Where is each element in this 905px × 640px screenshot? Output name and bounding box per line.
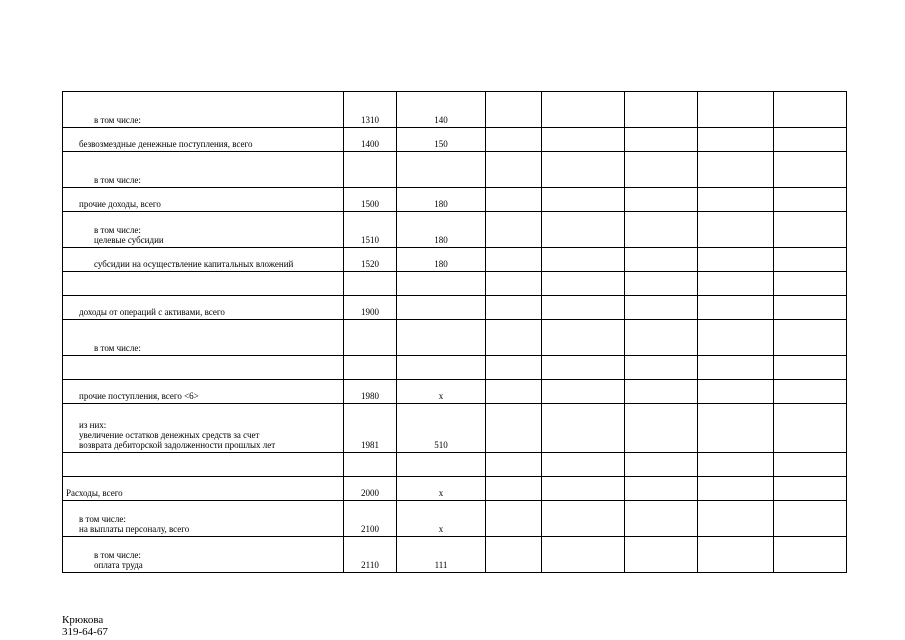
row-value-cell [698, 152, 774, 188]
row-name-line: в том числе: [94, 175, 141, 185]
row-name-line: субсидии на осуществление капитальных вложений [94, 259, 294, 269]
row-value-cell [625, 537, 698, 573]
row-code-cell: 1980 [344, 380, 397, 404]
footer [62, 614, 108, 638]
row-name-line: доходы от операций с активами, всего [79, 307, 225, 317]
row-value-cell [625, 296, 698, 320]
row-value-cell [774, 537, 847, 573]
row-value-cell [486, 320, 542, 356]
row-code-cell: 1981 [344, 404, 397, 453]
row-value-cell [542, 92, 625, 128]
row-value-cell [542, 501, 625, 537]
row-name-line: из них: [79, 420, 107, 430]
row-name-cell [63, 296, 344, 320]
row-value-cell [774, 404, 847, 453]
row-value-cell [698, 404, 774, 453]
row-value-cell [698, 272, 774, 296]
row-name-line: в том числе: [94, 115, 141, 125]
row-name-cell [63, 501, 344, 537]
row-value-cell [486, 404, 542, 453]
row-value-cell [542, 477, 625, 501]
row-name-cell [63, 404, 344, 453]
row-value-cell [698, 188, 774, 212]
table-row [63, 296, 847, 320]
row-code-cell: 1500 [344, 188, 397, 212]
table-row [63, 453, 847, 477]
table-body [63, 92, 847, 573]
row-name-cell [63, 453, 344, 477]
row-value-cell [774, 248, 847, 272]
table-row [63, 212, 847, 248]
row-kbk-cell: 140 [397, 92, 486, 128]
row-code-cell: 2000 [344, 477, 397, 501]
row-value-cell [774, 272, 847, 296]
row-kbk-cell: 180 [397, 212, 486, 248]
row-name-cell [63, 248, 344, 272]
row-kbk-cell: 150 [397, 128, 486, 152]
row-value-cell [774, 188, 847, 212]
row-value-cell [774, 152, 847, 188]
row-kbk-cell [397, 320, 486, 356]
row-name-cell [63, 356, 344, 380]
row-value-cell [542, 356, 625, 380]
row-value-cell [486, 453, 542, 477]
row-kbk-cell: 510 [397, 404, 486, 453]
row-kbk-cell [397, 272, 486, 296]
row-value-cell [542, 380, 625, 404]
row-value-cell [542, 453, 625, 477]
row-code-cell: 1510 [344, 212, 397, 248]
row-name-line: в том числе: [94, 550, 141, 560]
row-kbk-cell: x [397, 477, 486, 501]
row-code-cell: 2110 [344, 537, 397, 573]
row-name-line: в том числе: [94, 343, 141, 353]
row-value-cell [698, 92, 774, 128]
row-name-line: целевые субсидии [94, 235, 164, 245]
row-value-cell [625, 356, 698, 380]
row-value-cell [542, 248, 625, 272]
table-row [63, 128, 847, 152]
row-value-cell [486, 477, 542, 501]
row-kbk-cell [397, 152, 486, 188]
row-value-cell [698, 537, 774, 573]
row-name-line: на выплаты персоналу, всего [79, 524, 190, 534]
row-name-cell [63, 272, 344, 296]
row-value-cell [698, 501, 774, 537]
row-name-cell [63, 320, 344, 356]
row-name-cell [63, 212, 344, 248]
row-value-cell [625, 404, 698, 453]
table-row [63, 272, 847, 296]
row-code-cell: 1900 [344, 296, 397, 320]
row-value-cell [486, 212, 542, 248]
row-name-line: безвозмездные денежные поступления, всего [79, 139, 253, 149]
row-kbk-cell [397, 296, 486, 320]
row-value-cell [698, 296, 774, 320]
row-value-cell [698, 128, 774, 152]
row-value-cell [542, 152, 625, 188]
table-row [63, 404, 847, 453]
row-value-cell [774, 296, 847, 320]
row-value-cell [486, 272, 542, 296]
row-value-cell [542, 537, 625, 573]
row-kbk-cell [397, 453, 486, 477]
financial-plan-table [62, 91, 847, 573]
table-row [63, 501, 847, 537]
executor-name: Крюкова [62, 614, 104, 626]
row-value-cell [698, 380, 774, 404]
row-name-line: в том числе: [79, 514, 126, 524]
row-value-cell [486, 248, 542, 272]
row-value-cell [774, 356, 847, 380]
row-value-cell [625, 248, 698, 272]
row-value-cell [625, 212, 698, 248]
row-value-cell [542, 188, 625, 212]
row-code-cell: 1310 [344, 92, 397, 128]
row-name-line: в том числе: [94, 225, 141, 235]
row-value-cell [486, 152, 542, 188]
row-code-cell [344, 320, 397, 356]
row-name-line: Расходы, всего [66, 488, 123, 498]
row-value-cell [486, 92, 542, 128]
row-value-cell [625, 320, 698, 356]
row-code-cell: 1400 [344, 128, 397, 152]
row-value-cell [625, 128, 698, 152]
row-code-cell: 1520 [344, 248, 397, 272]
row-value-cell [542, 404, 625, 453]
row-value-cell [774, 212, 847, 248]
row-kbk-cell: x [397, 501, 486, 537]
row-value-cell [698, 453, 774, 477]
table-row [63, 320, 847, 356]
table-row [63, 477, 847, 501]
row-name-cell [63, 92, 344, 128]
row-value-cell [625, 92, 698, 128]
row-code-cell [344, 453, 397, 477]
row-value-cell [542, 296, 625, 320]
row-kbk-cell: 180 [397, 248, 486, 272]
row-value-cell [486, 501, 542, 537]
row-code-cell [344, 152, 397, 188]
row-value-cell [774, 501, 847, 537]
row-value-cell [774, 320, 847, 356]
row-value-cell [542, 128, 625, 152]
row-value-cell [774, 92, 847, 128]
row-name-cell [63, 188, 344, 212]
row-kbk-cell [397, 356, 486, 380]
row-name-cell [63, 380, 344, 404]
row-value-cell [486, 356, 542, 380]
row-value-cell [774, 477, 847, 501]
row-value-cell [542, 212, 625, 248]
row-value-cell [774, 453, 847, 477]
row-kbk-cell: 111 [397, 537, 486, 573]
row-value-cell [698, 320, 774, 356]
row-value-cell [698, 248, 774, 272]
row-kbk-cell: 180 [397, 188, 486, 212]
row-value-cell [625, 272, 698, 296]
row-value-cell [542, 272, 625, 296]
row-code-cell [344, 272, 397, 296]
table-row [63, 92, 847, 128]
row-name-line: возврата дебиторской задолженности прошлых лет [79, 440, 276, 450]
row-value-cell [625, 380, 698, 404]
row-value-cell [542, 320, 625, 356]
executor-phone: 319-64-67 [62, 626, 108, 638]
row-value-cell [486, 537, 542, 573]
table-row [63, 356, 847, 380]
row-value-cell [625, 477, 698, 501]
row-name-line: оплата труда [94, 560, 143, 570]
row-name-cell [63, 128, 344, 152]
row-value-cell [625, 188, 698, 212]
row-value-cell [625, 501, 698, 537]
row-name-line: прочие поступления, всего <6> [79, 391, 199, 401]
table-row [63, 248, 847, 272]
row-value-cell [774, 128, 847, 152]
row-value-cell [774, 380, 847, 404]
row-name-cell [63, 537, 344, 573]
row-value-cell [698, 356, 774, 380]
row-name-cell [63, 152, 344, 188]
row-value-cell [486, 188, 542, 212]
row-kbk-cell: x [397, 380, 486, 404]
row-code-cell [344, 356, 397, 380]
row-value-cell [698, 212, 774, 248]
row-value-cell [486, 296, 542, 320]
row-value-cell [486, 128, 542, 152]
row-code-cell: 2100 [344, 501, 397, 537]
row-value-cell [625, 453, 698, 477]
row-value-cell [486, 380, 542, 404]
table-row [63, 380, 847, 404]
table-row [63, 152, 847, 188]
table-row [63, 537, 847, 573]
table-row [63, 188, 847, 212]
row-value-cell [698, 477, 774, 501]
row-name-line: увеличение остатков денежных средств за счет [79, 430, 260, 440]
row-name-cell [63, 477, 344, 501]
row-name-line: прочие доходы, всего [79, 199, 161, 209]
row-value-cell [625, 152, 698, 188]
